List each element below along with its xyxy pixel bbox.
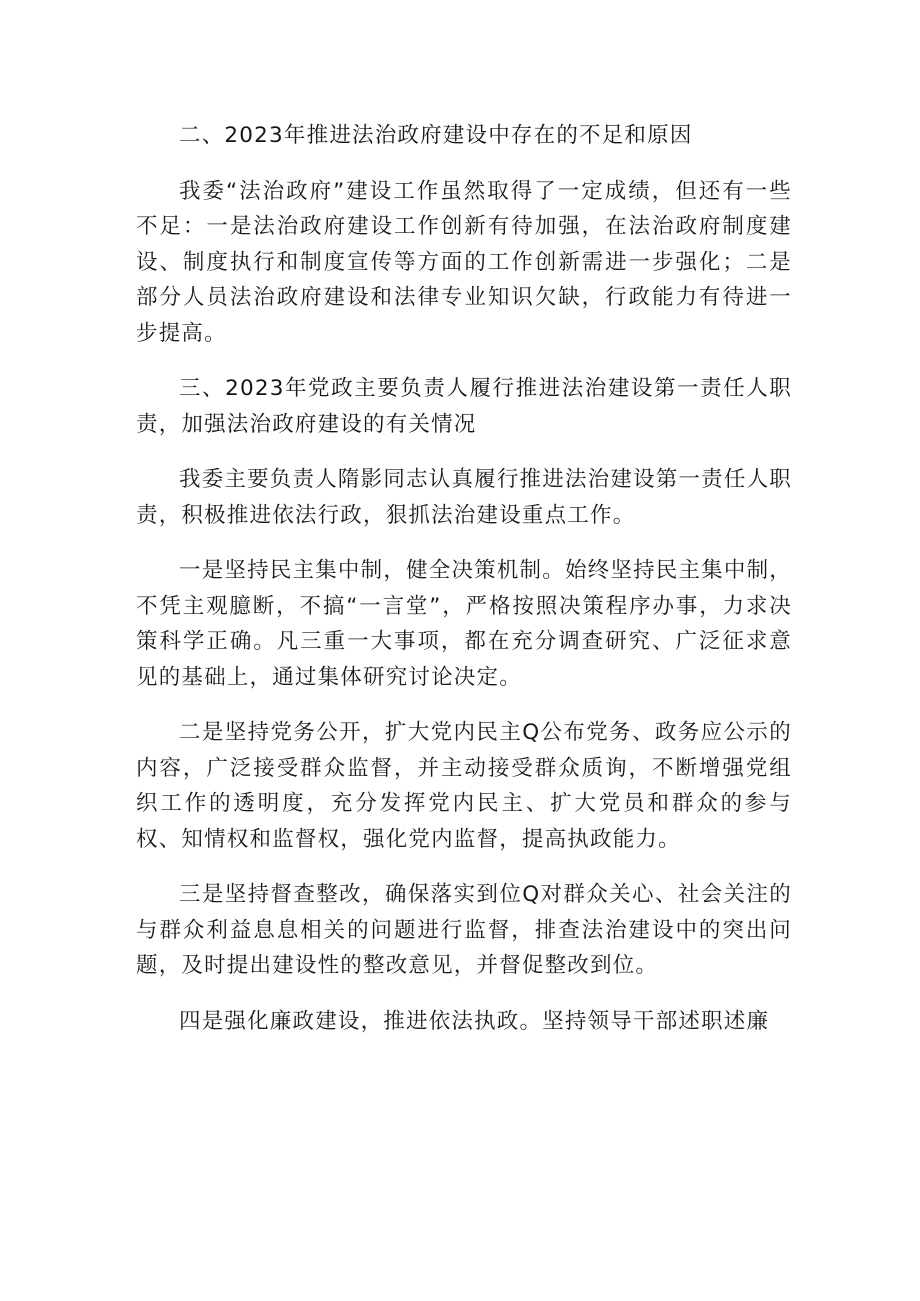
- paragraph-responsibility: 我委主要负责人隋影同志认真履行推进法治建设第一责任人职责，积极推进依法行政，狠抓法治建设重点工作。: [136, 467, 792, 528]
- paragraph-item-3: 三是坚持督查整改，确保落实到位Q对群众关心、社会关注的与群众利益息息相关的问题进行监督，排查法治建设中的突出问题，及时提出建设性的整改意见，并督促整改到位。: [136, 882, 792, 978]
- paragraph-item-4: 四是强化廉政建设，推进依法执政。坚持领导干部述职述廉: [179, 1008, 770, 1034]
- paragraph-item-1: 一是坚持民主集中制，健全决策机制。始终坚持民主集中制，不凭主观臆断，不搞“一言堂”，严格按照决策程序办事，力求决策科学正确。凡三重一大事项，都在充分调查研究、广泛征求意见的基础上，通过集体研究讨论决定。: [136, 558, 792, 690]
- paragraph-item-2: 二是坚持党务公开，扩大党内民主Q公布党务、政务应公示的内容，广泛接受群众监督，并主动接受群众质询，不断增强党组织工作的透明度，充分发挥党内民主、扩大党员和群众的参与权、知情权和监督权，强化党内监督，提高执政能力。: [136, 720, 792, 852]
- paragraph-shortcomings: 我委“法治政府”建设工作虽然取得了一定成绩，但还有一些不足：一是法治政府建设工作创新有待加强，在法治政府制度建设、制度执行和制度宣传等方面的工作创新需进一步强化；二是部分人员法治政府建设和法律专业知识欠缺，行政能力有待进一步提高。: [136, 178, 792, 346]
- section-heading-2: 二、2023年推进法治政府建设中存在的不足和原因: [179, 123, 693, 148]
- section-heading-3: 三、2023年党政主要负责人履行推进法治建设第一责任人职责，加强法治政府建设的有关情况: [136, 376, 792, 437]
- document-body: [136, 118, 792, 1039]
